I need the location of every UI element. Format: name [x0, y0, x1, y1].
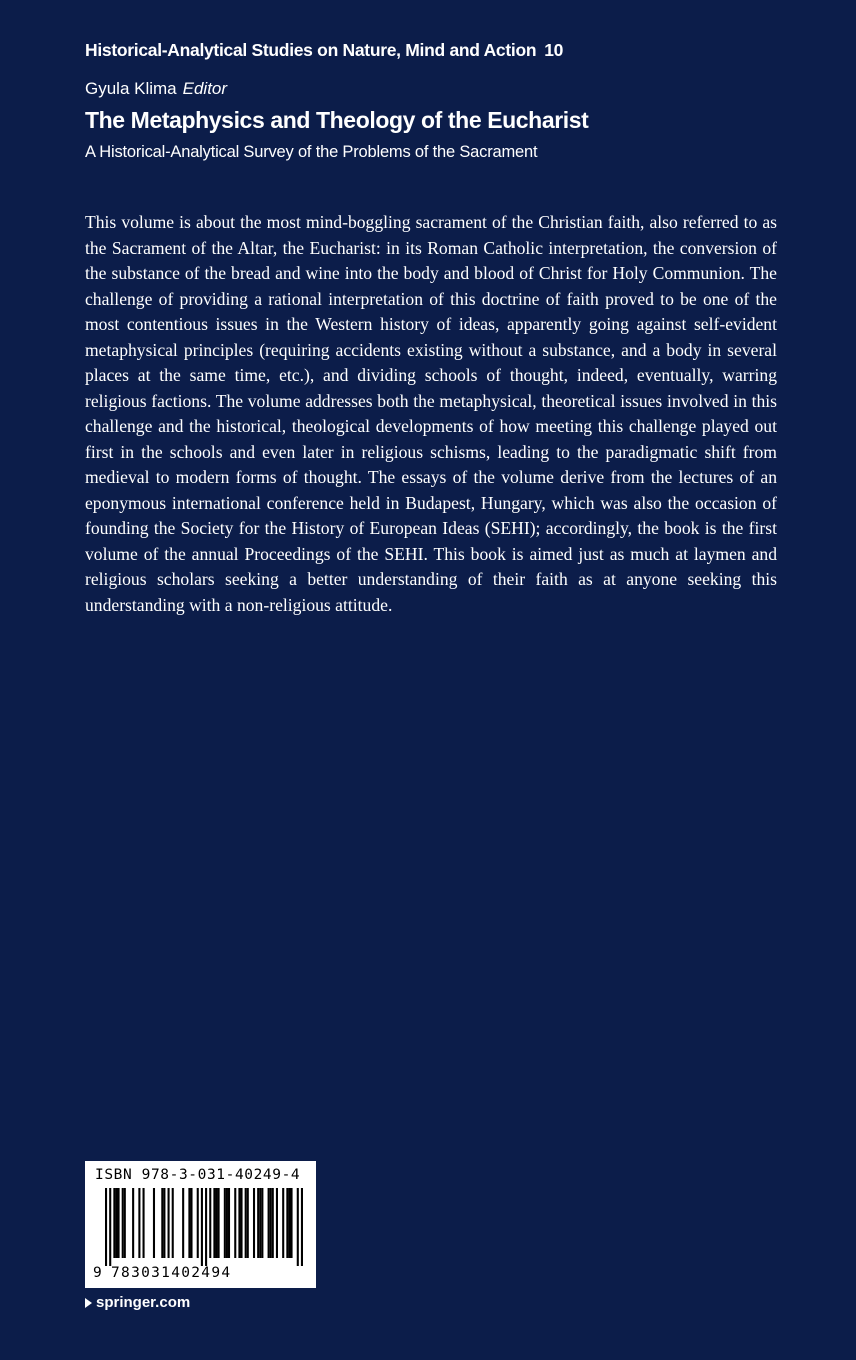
barcode-bar	[132, 1188, 134, 1258]
editor-line	[85, 79, 227, 99]
barcode-bar	[172, 1188, 174, 1258]
website-url: springer.com	[96, 1294, 191, 1311]
barcode-bar	[163, 1188, 165, 1258]
barcode-bar	[161, 1188, 163, 1258]
barcode-bar	[282, 1188, 284, 1258]
barcode-bar	[113, 1188, 115, 1258]
barcode-bar	[224, 1188, 226, 1258]
barcode-bar	[105, 1188, 107, 1266]
barcode-bar	[143, 1188, 145, 1258]
barcode-bar	[197, 1188, 199, 1258]
barcode-bar	[240, 1188, 242, 1258]
barcode-bar	[226, 1188, 228, 1258]
barcode-bar	[301, 1188, 303, 1266]
series-volume-number: 10	[544, 40, 564, 60]
barcode-number: 783031402494	[111, 1265, 232, 1281]
barcode-bar	[138, 1188, 140, 1258]
barcode-bar	[270, 1188, 272, 1258]
barcode-bar	[209, 1188, 211, 1258]
barcode-bar	[247, 1188, 249, 1258]
barcode-bar	[205, 1188, 207, 1266]
barcode-bar	[122, 1188, 124, 1258]
barcode-bar	[190, 1188, 192, 1258]
barcode-bar	[118, 1188, 120, 1258]
barcode-bar	[268, 1188, 270, 1258]
barcode-bar	[215, 1188, 217, 1258]
barcode-bar	[218, 1188, 220, 1258]
barcode-bar	[259, 1188, 261, 1258]
barcode-bars	[105, 1188, 303, 1266]
barcode-bar	[115, 1188, 117, 1258]
book-title: The Metaphysics and Theology of the Eucharist	[85, 107, 589, 133]
barcode-bar	[257, 1188, 259, 1258]
barcode-bar	[261, 1188, 263, 1258]
barcode-lead-digit: 9	[93, 1265, 104, 1281]
barcode-bar	[297, 1188, 299, 1266]
barcode-bar	[238, 1188, 240, 1258]
barcode-bar	[245, 1188, 247, 1258]
book-subtitle: A Historical-Analytical Survey of the Problems of the Sacrament	[85, 143, 538, 161]
barcode-bar	[153, 1188, 155, 1258]
book-description: This volume is about the most mind-boggling sacrament of the Christian faith, also referred to as the Sacrament of the Altar, the Eucharist: in its Roman Catholic interpretation, the conversion of the substance of the bread and wine into the body and blood of Christ for Holy Communion. The challenge of providing a rational interpretation of this doctrine of faith proved to be one of the most contentious issues in the Western history of ideas, apparently going against self-evident metaphysical principles (requiring accidents existing without a substance, and a body in several places at the same time, etc.), and dividing schools of thought, indeed, eventually, warring religious factions. The volume addresses both the metaphysical, theoretical issues involved in this challenge and the historical, theological developments of how meeting this challenge played out first in the schools and even later in religious schisms, leading to the paradigmatic shift from medieval to modern forms of thought. The essays of the volume derive from the lectures of an eponymous international conference held in Budapest, Hungary, which was also the occasion of founding the Society for the History of European Ideas (SEHI); accordingly, the book is the first volume of the annual Proceedings of the SEHI. This book is aimed just as much at laymen and religious scholars seeking a better understanding of their faith as at anyone seeking this understanding with a non-religious attitude.	[85, 212, 777, 615]
barcode-bar	[288, 1188, 290, 1258]
barcode-bar	[234, 1188, 236, 1258]
series-name: Historical-Analytical Studies on Nature, Mind and Action	[85, 40, 537, 60]
isbn-barcode	[85, 1161, 316, 1288]
barcode-bar	[182, 1188, 184, 1258]
barcode-bar	[253, 1188, 255, 1258]
barcode-bar	[213, 1188, 215, 1258]
barcode-bar	[290, 1188, 292, 1258]
barcode-bar	[109, 1188, 111, 1266]
publisher-website	[85, 1294, 190, 1311]
triangle-arrow-icon	[85, 1298, 92, 1308]
barcode-bar	[272, 1188, 274, 1258]
barcode-bar	[188, 1188, 190, 1258]
barcode-bar	[168, 1188, 170, 1258]
barcode-bar	[228, 1188, 230, 1258]
barcode-bar	[286, 1188, 288, 1258]
isbn-label: ISBN 978-3-031-40249-4	[95, 1167, 301, 1183]
editor-role: Editor	[182, 79, 228, 98]
barcode-bar	[201, 1188, 203, 1266]
editor-name: Gyula Klima	[85, 79, 177, 98]
barcode-bar	[276, 1188, 278, 1258]
barcode-digits	[93, 1265, 231, 1281]
barcode-bar	[124, 1188, 126, 1258]
series-title	[85, 40, 563, 61]
